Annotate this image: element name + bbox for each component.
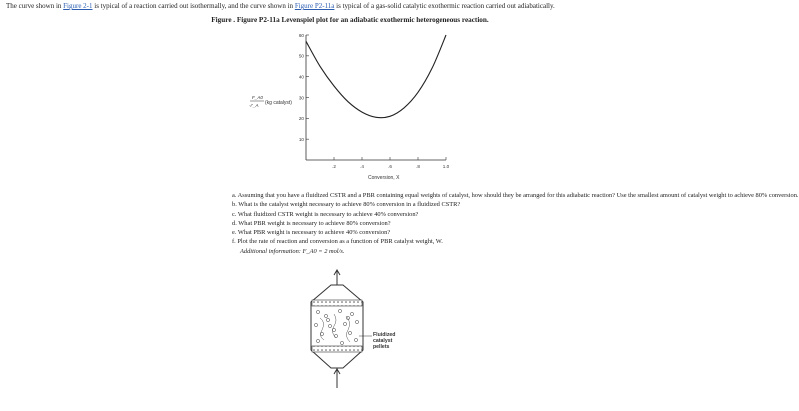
- intro-part2: is typical of a reaction carried out isothermally, and the curve shown in: [92, 2, 295, 10]
- catalyst-pellet: [354, 338, 357, 341]
- reactor-label-line2: catalyst: [373, 338, 393, 344]
- catalyst-pellet: [348, 331, 351, 334]
- y-label-numerator: F_A0: [252, 95, 263, 100]
- catalyst-pellet: [314, 323, 317, 326]
- intro-part3: is typical of a gas-solid catalytic exothermic reaction carried out adiabatically.: [334, 2, 555, 10]
- x-tick-label: .4: [360, 164, 364, 169]
- y-tick-label: 10: [298, 136, 304, 142]
- bottom-distributor-plate: [312, 346, 362, 352]
- top-distributor-plate: [312, 300, 362, 306]
- catalyst-pellet: [355, 320, 358, 323]
- reactor-vessel: [311, 285, 363, 368]
- catalyst-pellet: [326, 318, 329, 321]
- catalyst-pellet: [338, 309, 341, 312]
- x-tick-label: 1.0: [442, 164, 450, 169]
- figure-2-1-link[interactable]: Figure 2-1: [63, 2, 93, 10]
- y-tick-label: 20: [298, 116, 304, 122]
- y-tick-label: 60: [298, 32, 304, 38]
- question-a: a. Assuming that you have a fluidized CSTR and a PBR containing equal weights of catalyst, how should they be arranged for this adiabatic reaction? Use the smallest amount of catalyst weight to achieve 80% conversion.: [232, 192, 799, 199]
- x-axis-label: Conversion, X: [368, 175, 400, 181]
- question-b: b. What is the catalyst weight necessary to achieve 80% conversion in a fluidized CSTR?: [232, 201, 461, 209]
- y-label-units: (kg catalyst): [265, 100, 292, 106]
- y-tick-label: 30: [298, 95, 304, 101]
- question-c: c. What fluidized CSTR weight is necessary to achieve 40% conversion?: [232, 210, 419, 218]
- y-label-denominator: -r'_A: [249, 103, 259, 108]
- intro-part1: The curve shown in: [6, 2, 64, 10]
- reactor-label-line1: Fluidized: [373, 332, 396, 338]
- catalyst-pellet: [328, 324, 331, 327]
- y-tick-label: 50: [298, 53, 304, 59]
- question-d: d. What PBR weight is necessary to achieve 80% conversion?: [232, 219, 391, 227]
- additional-information: Additional information: F_A0 = 2 mol/s.: [240, 247, 345, 255]
- figure-p2-11a-link[interactable]: Figure P2-11a: [294, 2, 335, 10]
- catalyst-pellet: [316, 339, 319, 342]
- x-tick-label: .2: [332, 164, 336, 169]
- question-e: e. What PBR weight is necessary to achieve 40% conversion?: [232, 229, 391, 237]
- reactor-label-line3: pellets: [373, 344, 390, 350]
- catalyst-pellet: [343, 322, 346, 325]
- y-tick-label: 40: [298, 74, 304, 80]
- question-f: f. Plot the rate of reaction and conversion as a function of PBR catalyst weight, W.: [232, 238, 443, 246]
- figure-caption: Figure . Figure P2-11a Levenspiel plot for an adiabatic exothermic heterogeneous reaction.: [211, 16, 489, 24]
- catalyst-pellet: [324, 314, 327, 317]
- catalyst-pellet: [340, 341, 343, 344]
- catalyst-pellet: [316, 310, 319, 313]
- x-tick-label: .8: [416, 164, 420, 169]
- catalyst-pellet: [350, 312, 353, 315]
- x-tick-label: .6: [388, 164, 392, 169]
